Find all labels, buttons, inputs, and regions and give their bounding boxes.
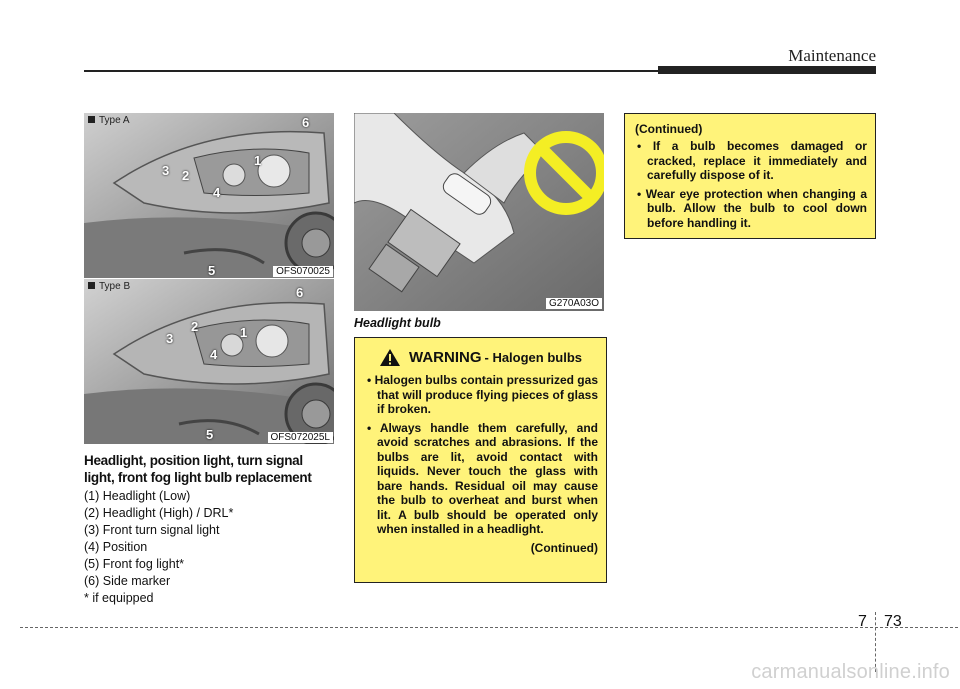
- continued-bullet: • Wear eye protection when changing a bulb. Allow the bulb to cool down before handling it.: [637, 186, 868, 230]
- chapter-number: 7: [858, 613, 867, 630]
- list-item: (3) Front turn signal light: [84, 523, 220, 537]
- type-b-label: [88, 281, 130, 292]
- figure-code-bulb: G270A03O: [546, 298, 602, 309]
- warning-bullet-text: Always handle them carefully, and avoid scratches and abrasions. If the bulbs are lit, avoid contact with liquids. Never touch the glass with bare hands. Residual oil may cause the bulb to overheat and burst when lit. A bulb should be operated only when installed in a headlight.: [377, 420, 599, 536]
- callout-6: 6: [296, 285, 304, 300]
- headlight-type-a-illustration: [84, 113, 334, 278]
- figure-type-a: [84, 113, 334, 278]
- warning-bullet: • Always handle them carefully, and avoid scratches and abrasions. If the bulbs are lit, avoid contact with liquids. Never touch the glass with bare hands. Residual oil may cause the bulb to overheat and burst when lit. A bulb should be operated only when installed in a headlight.: [367, 420, 599, 536]
- figure-code-type-b: OFS072025L: [268, 432, 334, 443]
- callout-3: 3: [166, 331, 174, 346]
- list-item: (2) Headlight (High) / DRL*: [84, 506, 234, 520]
- list-item: (4) Position: [84, 540, 148, 554]
- callout-6: 6: [302, 115, 310, 130]
- header-rule-thick: [658, 66, 876, 74]
- callout-2: 2: [191, 319, 199, 334]
- continued-header: (Continued): [635, 122, 703, 136]
- footnote: * if equipped: [84, 591, 154, 605]
- continued-label: (Continued): [530, 540, 598, 555]
- callout-5: 5: [208, 263, 216, 278]
- warning-title: WARNING: [409, 349, 482, 366]
- callout-4: 4: [213, 185, 221, 200]
- warning-subtitle: - Halogen bulbs: [484, 350, 582, 365]
- continued-bullet-text: Wear eye protection when changing a bulb. Allow the bulb to cool down before handling it.: [645, 186, 868, 230]
- warning-bullet: • Halogen bulbs contain pressurized gas that will produce flying pieces of glass if broken.: [367, 373, 598, 416]
- figure-type-b: [84, 279, 334, 444]
- list-item: (1) Headlight (Low): [84, 489, 191, 503]
- page-number: 73: [884, 613, 902, 630]
- callout-4: 4: [210, 347, 218, 362]
- warning-bullet-text: Halogen bulbs contain pressurized gas that will produce flying pieces of glass if broken.: [374, 373, 598, 416]
- continued-bullet-text: If a bulb becomes damaged or cracked, replace it immediately and carefully dispose of it.: [647, 139, 867, 182]
- list-item: (5) Front fog light*: [84, 557, 185, 571]
- bulb-illustration: [354, 113, 604, 311]
- watermark: carmanualsonline.info: [751, 661, 950, 683]
- callout-1: 1: [254, 153, 262, 168]
- section-title: Maintenance: [788, 46, 876, 65]
- warning-triangle-icon: [379, 348, 401, 367]
- warning-box: [354, 337, 607, 583]
- figure-code-type-a: OFS070025: [273, 266, 333, 277]
- square-bullet-icon: [88, 282, 95, 289]
- figure-bulb: [354, 113, 604, 311]
- figure-caption: Headlight bulb: [354, 316, 441, 330]
- section-heading: Headlight, position light, turn signal light, front fog light bulb replacement: [84, 453, 312, 485]
- warning-header: [363, 348, 598, 367]
- type-b-label-text: Type B: [99, 281, 131, 292]
- square-bullet-icon: [88, 116, 95, 123]
- list-item: (6) Side marker: [84, 574, 171, 588]
- callout-2: 2: [182, 168, 190, 183]
- type-a-label-text: Type A: [99, 115, 130, 126]
- continued-bullet: • If a bulb becomes damaged or cracked, replace it immediately and carefully dispose of it.: [637, 139, 867, 182]
- callout-1: 1: [240, 325, 248, 340]
- header-rule: [84, 70, 662, 72]
- callout-5: 5: [206, 427, 214, 442]
- footer-rule: [20, 627, 958, 628]
- type-a-label: [88, 115, 130, 126]
- callout-3: 3: [162, 163, 170, 178]
- bulb-list: [84, 488, 336, 607]
- headlight-type-b-illustration: [84, 279, 334, 444]
- continued-box: [624, 113, 876, 239]
